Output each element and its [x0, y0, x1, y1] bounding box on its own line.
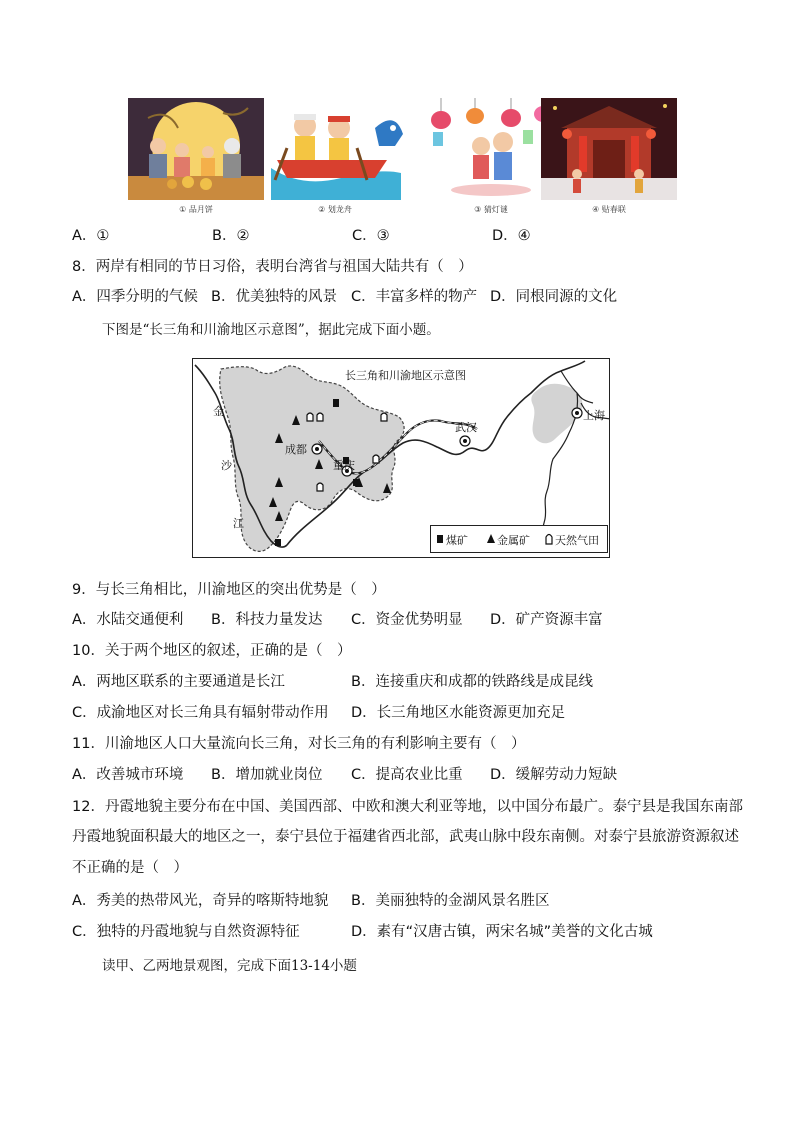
q10-option-c[interactable]: C．成渝地区对长三角具有辐射带动作用	[72, 705, 329, 721]
q9-stem: 9．与长三角相比，川渝地区的突出优势是（ ）	[72, 582, 386, 598]
q8-option-a[interactable]: A．四季分明的气候	[72, 289, 198, 305]
legend-metal: 金属矿	[497, 534, 530, 547]
q10-option-a[interactable]: A．两地区联系的主要通道是长江	[72, 674, 285, 690]
caption-lantern-riddles: ③ 猜灯谜	[474, 205, 508, 214]
q9-option-c[interactable]: C．资金优势明显	[351, 612, 463, 628]
q8-option-b[interactable]: B．优美独特的风景	[211, 289, 337, 305]
gas-field-marker	[307, 413, 313, 421]
coal-mine-marker	[275, 539, 281, 546]
region-map	[192, 358, 610, 558]
gas-field-marker	[317, 483, 323, 491]
q7-option-a[interactable]: A．①	[72, 228, 110, 244]
q10-option-b[interactable]: B．连接重庆和成都的铁路线是成昆线	[351, 674, 593, 690]
gas-legend-icon	[546, 535, 552, 545]
chengdu-marker	[312, 444, 322, 454]
shanghai-marker	[572, 408, 582, 418]
q10-option-d[interactable]: D．长三角地区水能资源更加充足	[351, 705, 566, 721]
q9-option-b[interactable]: B．科技力量发达	[211, 612, 323, 628]
q12-stem-line-3: 不正确的是（ ）	[72, 860, 188, 876]
q12-option-c[interactable]: C．独特的丹霞地貌与自然资源特征	[72, 924, 300, 940]
label-jiang: 江	[233, 517, 244, 530]
coal-mine-marker	[333, 399, 339, 407]
q11-option-c[interactable]: C．提高农业比重	[351, 767, 463, 783]
map-intro: 下图是“长三角和川渝地区示意图”，据此完成下面小题。	[102, 322, 440, 338]
q12-stem-line-1: 12．丹霞地貌主要分布在中国、美国西部、中欧和澳大利亚等地，以中国分布最广。泰宁县是我国东南部	[72, 799, 743, 815]
gas-field-marker	[381, 413, 387, 421]
legend-gas: 天然气田	[555, 534, 599, 547]
q12-stem-line-2: 丹霞地貌面积最大的地区之一，泰宁县位于福建省西北部，武夷山脉中段东南侧。对泰宁县旅游资源叙述	[72, 829, 739, 845]
map-legend	[430, 525, 608, 553]
legend-coal: 煤矿	[446, 534, 468, 547]
gas-field-marker	[373, 455, 379, 463]
label-sha: 沙	[221, 459, 232, 472]
festival-picture-couplets	[541, 98, 677, 200]
q12-option-d[interactable]: D．素有“汉唐古镇，两宋名城”美誉的文化古城	[351, 924, 653, 940]
q9-option-d[interactable]: D．矿产资源丰富	[490, 612, 603, 628]
q11-option-b[interactable]: B．增加就业岗位	[211, 767, 323, 783]
q11-stem: 11．川渝地区人口大量流向长三角，对长三角的有利影响主要有（ ）	[72, 736, 526, 752]
label-jin: 金	[213, 405, 224, 418]
gas-field-marker	[317, 413, 323, 421]
coal-legend-icon	[437, 535, 443, 543]
q8-stem: 8．两岸有相同的节日习俗，表明台湾省与祖国大陆共有（ ）	[72, 259, 473, 275]
q12-option-a[interactable]: A．秀美的热带风光，奇异的喀斯特地貌	[72, 893, 329, 909]
metal-legend-icon	[487, 534, 495, 543]
caption-couplets: ④ 贴春联	[592, 205, 626, 214]
q10-stem: 10．关于两个地区的叙述，正确的是（ ）	[72, 643, 352, 659]
festival-picture-mooncake	[128, 98, 264, 200]
wuhan-marker	[460, 436, 470, 446]
q11-option-d[interactable]: D．缓解劳动力短缺	[490, 767, 618, 783]
map-title: 长三角和川渝地区示意图	[345, 369, 466, 382]
festival-picture-dragon-boat	[267, 98, 403, 200]
label-chongqing: 重庆	[333, 459, 355, 472]
caption-mooncake: ① 品月饼	[179, 205, 213, 214]
festival-picture-lantern-riddles	[423, 98, 559, 200]
q8-option-d[interactable]: D．同根同源的文化	[490, 289, 618, 305]
label-wuhan: 武汉	[455, 421, 477, 434]
label-chengdu: 成都	[285, 443, 307, 456]
q8-option-c[interactable]: C．丰富多样的物产	[351, 289, 478, 305]
next-intro: 读甲、乙两地景观图，完成下面13-14小题	[102, 958, 357, 974]
q7-option-b[interactable]: B．②	[212, 228, 250, 244]
q9-option-a[interactable]: A．水陆交通便利	[72, 612, 184, 628]
caption-dragon-boat: ② 划龙舟	[318, 205, 352, 214]
q7-option-c[interactable]: C．③	[352, 228, 390, 244]
label-shanghai: 上海	[583, 409, 605, 422]
q11-option-a[interactable]: A．改善城市环境	[72, 767, 184, 783]
q12-option-b[interactable]: B．美丽独特的金湖风景名胜区	[351, 893, 550, 909]
q7-option-d[interactable]: D．④	[492, 228, 531, 244]
